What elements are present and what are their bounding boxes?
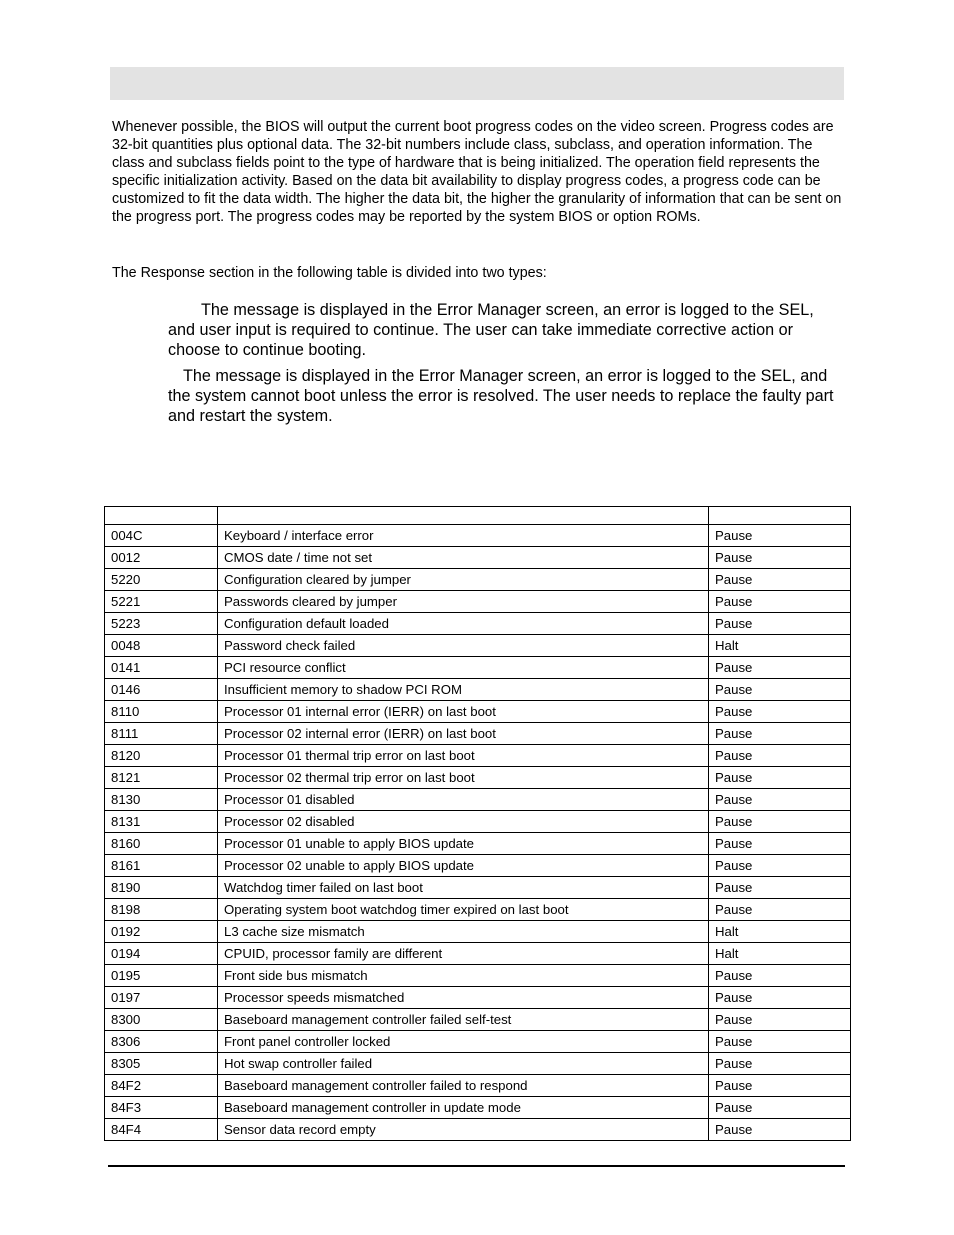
error-code-cell: 8160 bbox=[105, 833, 218, 855]
table-row bbox=[105, 525, 851, 547]
response-cell: Pause bbox=[709, 877, 851, 899]
error-message-cell: Baseboard management controller in update mode bbox=[218, 1097, 709, 1119]
table-row bbox=[105, 657, 851, 679]
error-code-cell: 0197 bbox=[105, 987, 218, 1009]
response-cell: Pause bbox=[709, 547, 851, 569]
error-code-cell: 84F3 bbox=[105, 1097, 218, 1119]
response-cell: Pause bbox=[709, 657, 851, 679]
response-cell: Pause bbox=[709, 701, 851, 723]
error-message-cell: Processor 01 internal error (IERR) on last boot bbox=[218, 701, 709, 723]
response-cell: Pause bbox=[709, 1097, 851, 1119]
error-code-cell: 0048 bbox=[105, 635, 218, 657]
table-row bbox=[105, 767, 851, 789]
error-code-cell: 8130 bbox=[105, 789, 218, 811]
error-message-cell: CPUID, processor family are different bbox=[218, 943, 709, 965]
error-message-cell: Configuration default loaded bbox=[218, 613, 709, 635]
error-message-cell: Keyboard / interface error bbox=[218, 525, 709, 547]
error-message-cell: Processor 02 thermal trip error on last boot bbox=[218, 767, 709, 789]
table-row bbox=[105, 1075, 851, 1097]
error-message-cell: Processor 01 thermal trip error on last boot bbox=[218, 745, 709, 767]
table-row bbox=[105, 569, 851, 591]
response-types-intro: The Response section in the following table is divided into two types: bbox=[112, 265, 547, 281]
table-row bbox=[105, 679, 851, 701]
response-cell: Pause bbox=[709, 569, 851, 591]
table-row bbox=[105, 635, 851, 657]
table-row bbox=[105, 855, 851, 877]
error-message-cell: Sensor data record empty bbox=[218, 1119, 709, 1141]
response-cell: Pause bbox=[709, 855, 851, 877]
response-cell: Halt bbox=[709, 921, 851, 943]
response-cell: Pause bbox=[709, 899, 851, 921]
error-message-cell: Password check failed bbox=[218, 635, 709, 657]
error-code-cell: 5223 bbox=[105, 613, 218, 635]
response-cell: Pause bbox=[709, 833, 851, 855]
table-row bbox=[105, 1053, 851, 1075]
table-row bbox=[105, 1009, 851, 1031]
error-code-cell: 8300 bbox=[105, 1009, 218, 1031]
table-row bbox=[105, 701, 851, 723]
response-cell: Pause bbox=[709, 679, 851, 701]
response-cell: Halt bbox=[709, 635, 851, 657]
error-code-cell: 8161 bbox=[105, 855, 218, 877]
error-code-cell: 0192 bbox=[105, 921, 218, 943]
table-row bbox=[105, 1031, 851, 1053]
response-cell: Pause bbox=[709, 591, 851, 613]
error-message-cell: Hot swap controller failed bbox=[218, 1053, 709, 1075]
response-cell: Pause bbox=[709, 613, 851, 635]
response-cell: Pause bbox=[709, 811, 851, 833]
table-row bbox=[105, 723, 851, 745]
error-code-table bbox=[104, 506, 851, 1141]
halt-description bbox=[168, 366, 838, 426]
table-row bbox=[105, 987, 851, 1009]
table-row bbox=[105, 1097, 851, 1119]
error-message-cell: Watchdog timer failed on last boot bbox=[218, 877, 709, 899]
response-cell: Pause bbox=[709, 789, 851, 811]
error-code-cell: 8190 bbox=[105, 877, 218, 899]
table-body bbox=[105, 525, 851, 1141]
error-message-cell: L3 cache size mismatch bbox=[218, 921, 709, 943]
table-header-row bbox=[105, 507, 851, 525]
error-code-cell: 84F4 bbox=[105, 1119, 218, 1141]
table-row bbox=[105, 547, 851, 569]
error-code-cell: 0194 bbox=[105, 943, 218, 965]
table-row bbox=[105, 591, 851, 613]
error-code-cell: 004C bbox=[105, 525, 218, 547]
error-message-cell: Configuration cleared by jumper bbox=[218, 569, 709, 591]
pause-description bbox=[168, 300, 838, 360]
table-row bbox=[105, 921, 851, 943]
error-code-cell: 8305 bbox=[105, 1053, 218, 1075]
response-cell: Pause bbox=[709, 1075, 851, 1097]
response-cell: Pause bbox=[709, 1009, 851, 1031]
error-message-cell: Processor 01 unable to apply BIOS update bbox=[218, 833, 709, 855]
error-code-cell: 5220 bbox=[105, 569, 218, 591]
error-message-cell: Processor speeds mismatched bbox=[218, 987, 709, 1009]
header-message bbox=[218, 507, 709, 525]
error-message-cell: Baseboard management controller failed to respond bbox=[218, 1075, 709, 1097]
error-message-cell: Front side bus mismatch bbox=[218, 965, 709, 987]
table-row bbox=[105, 877, 851, 899]
table-row bbox=[105, 833, 851, 855]
error-code-cell: 84F2 bbox=[105, 1075, 218, 1097]
response-cell: Pause bbox=[709, 1053, 851, 1075]
error-code-cell: 8111 bbox=[105, 723, 218, 745]
error-code-cell: 5221 bbox=[105, 591, 218, 613]
response-cell: Pause bbox=[709, 723, 851, 745]
error-code-cell: 0012 bbox=[105, 547, 218, 569]
error-code-cell: 8120 bbox=[105, 745, 218, 767]
error-message-cell: Processor 02 disabled bbox=[218, 811, 709, 833]
table-row bbox=[105, 811, 851, 833]
error-code-cell: 0146 bbox=[105, 679, 218, 701]
header-code bbox=[105, 507, 218, 525]
table-row bbox=[105, 899, 851, 921]
error-message-cell: Front panel controller locked bbox=[218, 1031, 709, 1053]
error-message-cell: Passwords cleared by jumper bbox=[218, 591, 709, 613]
table-row bbox=[105, 745, 851, 767]
response-cell: Pause bbox=[709, 1031, 851, 1053]
response-cell: Pause bbox=[709, 987, 851, 1009]
table-row bbox=[105, 613, 851, 635]
response-cell: Halt bbox=[709, 943, 851, 965]
response-cell: Pause bbox=[709, 525, 851, 547]
error-message-cell: Baseboard management controller failed self-test bbox=[218, 1009, 709, 1031]
error-message-cell: Processor 01 disabled bbox=[218, 789, 709, 811]
error-code-cell: 8110 bbox=[105, 701, 218, 723]
table-row bbox=[105, 943, 851, 965]
error-message-cell: Processor 02 internal error (IERR) on last boot bbox=[218, 723, 709, 745]
table-row bbox=[105, 965, 851, 987]
intro-paragraph: Whenever possible, the BIOS will output the current boot progress codes on the video screen. Progress codes are 32-bit quantities plus optional data. The 32-bit numbers include class, subclass, and operation information. The class and subclass fields point to the type of hardware that is being initialized. The operation field represents the specific initialization activity. Based on the data bit availability to display progress codes, a progress code can be customized to fit the data width. The higher the data bit, the higher the granularity of information that can be sent on the progress port. The progress codes may be reported by the system BIOS or option ROMs. bbox=[112, 119, 842, 225]
error-message-cell: Operating system boot watchdog timer expired on last boot bbox=[218, 899, 709, 921]
error-message-cell: CMOS date / time not set bbox=[218, 547, 709, 569]
table-row bbox=[105, 789, 851, 811]
header-response bbox=[709, 507, 851, 525]
table-row bbox=[105, 1119, 851, 1141]
response-cell: Pause bbox=[709, 965, 851, 987]
pause-description-text: The message is displayed in the Error Manager screen, an error is logged to the SEL, and user input is required to continue. The user can take immediate corrective action or choose to continue booting. bbox=[168, 301, 814, 359]
error-code-cell: 8306 bbox=[105, 1031, 218, 1053]
error-code-cell: 8198 bbox=[105, 899, 218, 921]
response-cell: Pause bbox=[709, 1119, 851, 1141]
section-heading-bar bbox=[110, 67, 844, 100]
error-message-cell: Processor 02 unable to apply BIOS update bbox=[218, 855, 709, 877]
footer-rule bbox=[108, 1165, 845, 1167]
response-cell: Pause bbox=[709, 745, 851, 767]
error-code-cell: 8121 bbox=[105, 767, 218, 789]
response-cell: Pause bbox=[709, 767, 851, 789]
error-message-cell: Insufficient memory to shadow PCI ROM bbox=[218, 679, 709, 701]
error-message-cell: PCI resource conflict bbox=[218, 657, 709, 679]
error-code-cell: 0195 bbox=[105, 965, 218, 987]
error-code-cell: 8131 bbox=[105, 811, 218, 833]
halt-description-text: The message is displayed in the Error Manager screen, an error is logged to the SEL, and the system cannot boot unless the error is resolved. The user needs to replace the faulty part and restart the system. bbox=[168, 367, 834, 425]
error-code-cell: 0141 bbox=[105, 657, 218, 679]
